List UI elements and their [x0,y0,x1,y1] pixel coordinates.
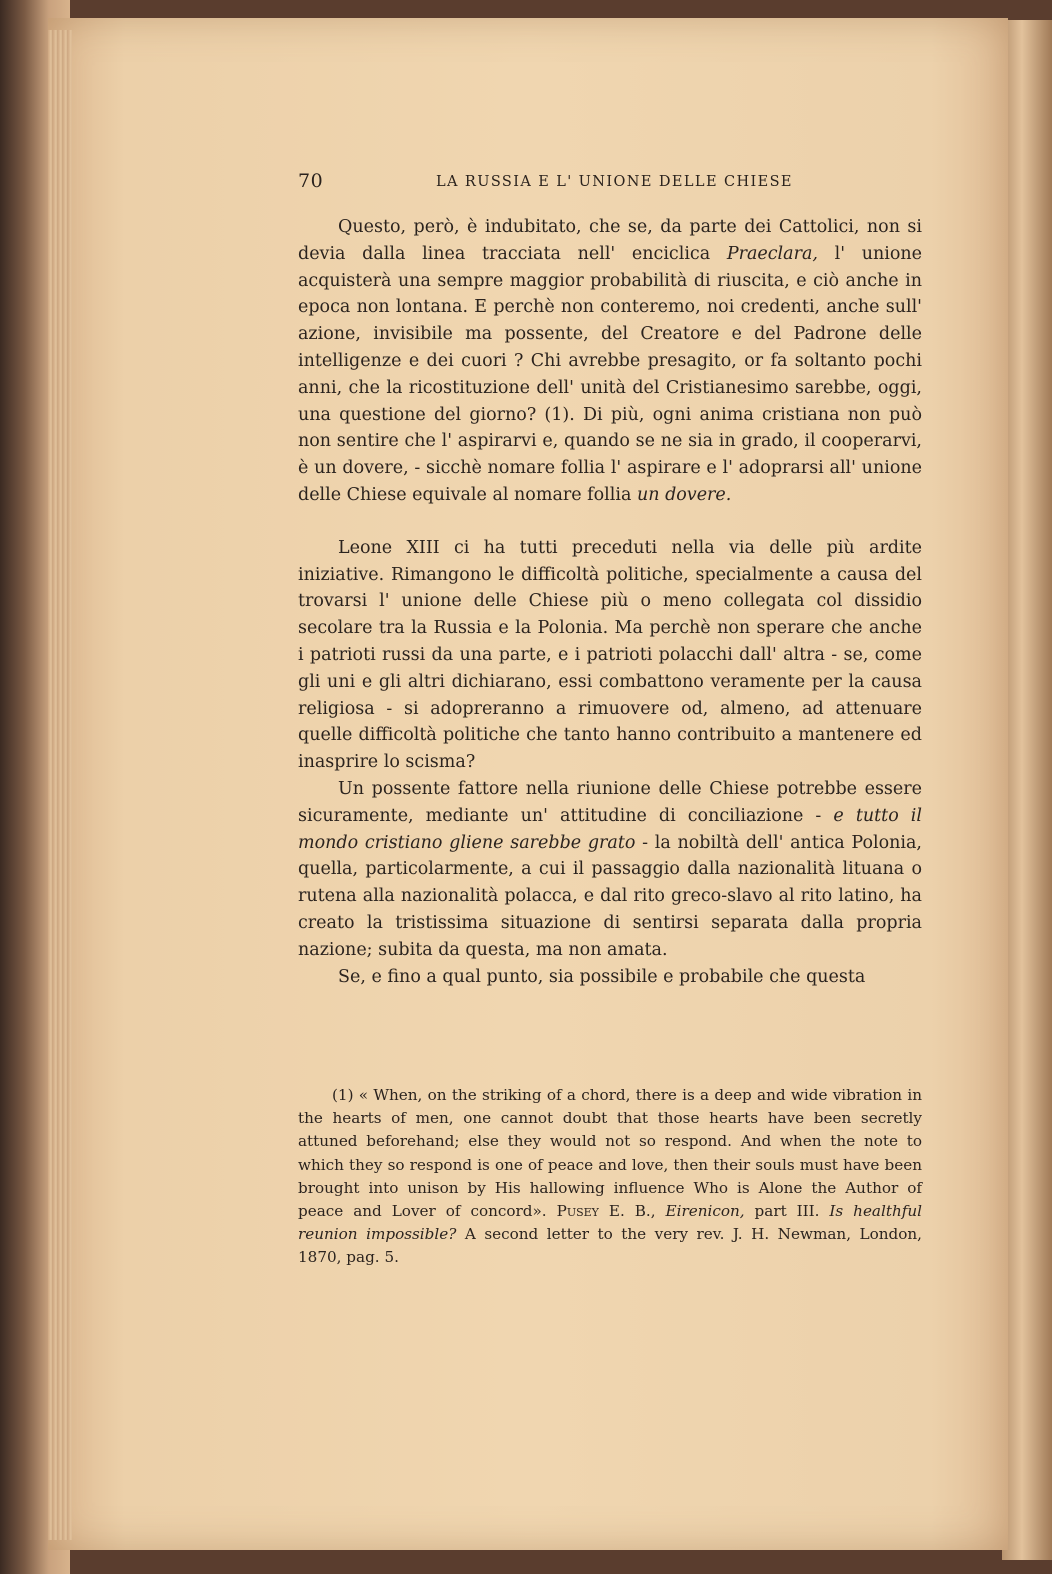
paragraph-3 [298,776,922,964]
paragraph-3-text-a: Un possente fattore nella riunione delle Chiese potrebbe essere sicuramente, mediante un' attitudine di conciliazione - [298,778,922,826]
footnote-question: Is healthful reunion impossible? [298,1202,922,1244]
running-title: LA RUSSIA E L' UNIONE DELLE CHIESE [436,174,793,190]
footnote [298,1084,922,1270]
footnote-work: Eirenicon, [665,1202,745,1221]
footnote-citation: A second letter to the very rev. J. H. Newman, London, 1870, pag. 5. [298,1225,923,1267]
paragraph-3-text-b: - la nobiltà dell' antica Polonia, quella, particolarmente, a cui il passaggio dalla nazionalità lituana o rutena alla nazionalità polacca, e dal rito greco-slavo al rito latino, ha creato la tristissima situazione di sentirsi separata dalla propria nazione; subita da questa, ma non amata. [298,832,922,960]
footnote-part: part III. [744,1202,830,1221]
body-text [298,214,922,990]
paragraph-1-italic-end: un dovere. [636,484,732,505]
paragraph-1-italic-title: Praeclara, [726,243,818,264]
page-header [298,170,922,200]
paragraph-4: Se, e fino a qual punto, sia possibile e probabile che questa [338,966,866,987]
paragraph-3-italic: e tutto il mondo cristiano gliene sarebbe grato [298,805,922,853]
footnote-paragraph [298,1084,922,1270]
page-number: 70 [298,170,324,192]
page-stack-edges [48,30,72,1540]
paragraph-1 [298,214,922,509]
paragraph-gap [298,509,922,535]
paragraph-1-text-a: Questo, però, è indubitato, che se, da parte dei Cattolici, non si devia dalla linea tracciata nell' enciclica [298,217,922,264]
paragraph-1-text-b: l' unione acquisterà una sempre maggior probabilità di riuscita, e ciò anche in epoca non lontana. E perchè non conteremo, noi credenti, anche sull' azione, invisibile ma possente, del Creatore e del Padrone delle intelligenze e dei cuori ? Chi avrebbe presagito, or fa soltanto pochi anni, che la ricostituzione dell' unità del Cristianesimo sarebbe, oggi, una questione del giorno? (1). Di più, ogni anima cristiana non può non sentire che l' aspirarvi e, quando se ne sia in grado, il cooperarvi, è un dovere, - sicchè nomare follia l' aspirare e l' adoprarsi all' unione delle Chiese equivale al nomare follia [298,243,922,505]
facing-page-edge [1002,20,1052,1560]
footnote-quote: (1) « When, on the striking of a chord, there is a deep and wide vibration in the hearts of men, one cannot doubt that those hearts have been secretly attuned beforehand; else they would not so respond. And when the note to which they so respond is one of peace and love, then their souls must have been brought into unison by His hallowing influence Who is Alone the Author of peace and Lover of concord». [298,1086,922,1221]
paragraph-2: Leone XIII ci ha tutti preceduti nella via delle più ardite iniziative. Rimangono le difficoltà politiche, specialmente a causa del trovarsi l' unione delle Chiese più o meno collegata col dissidio secolare tra la Russia e la Polonia. Ma perchè non sperare che anche i patrioti russi da una parte, e i patrioti polacchi dall' altra - se, come gli uni e gli altri dichiarano, essi combattono veramente per la causa religiosa - si adopreranno a rimuovere od, almeno, ad attenuare quelle difficoltà politiche che tanto hanno contribuito a mantenere ed inasprire lo scisma? [298,537,922,773]
footnote-author: Pusey E. B., [556,1202,656,1221]
